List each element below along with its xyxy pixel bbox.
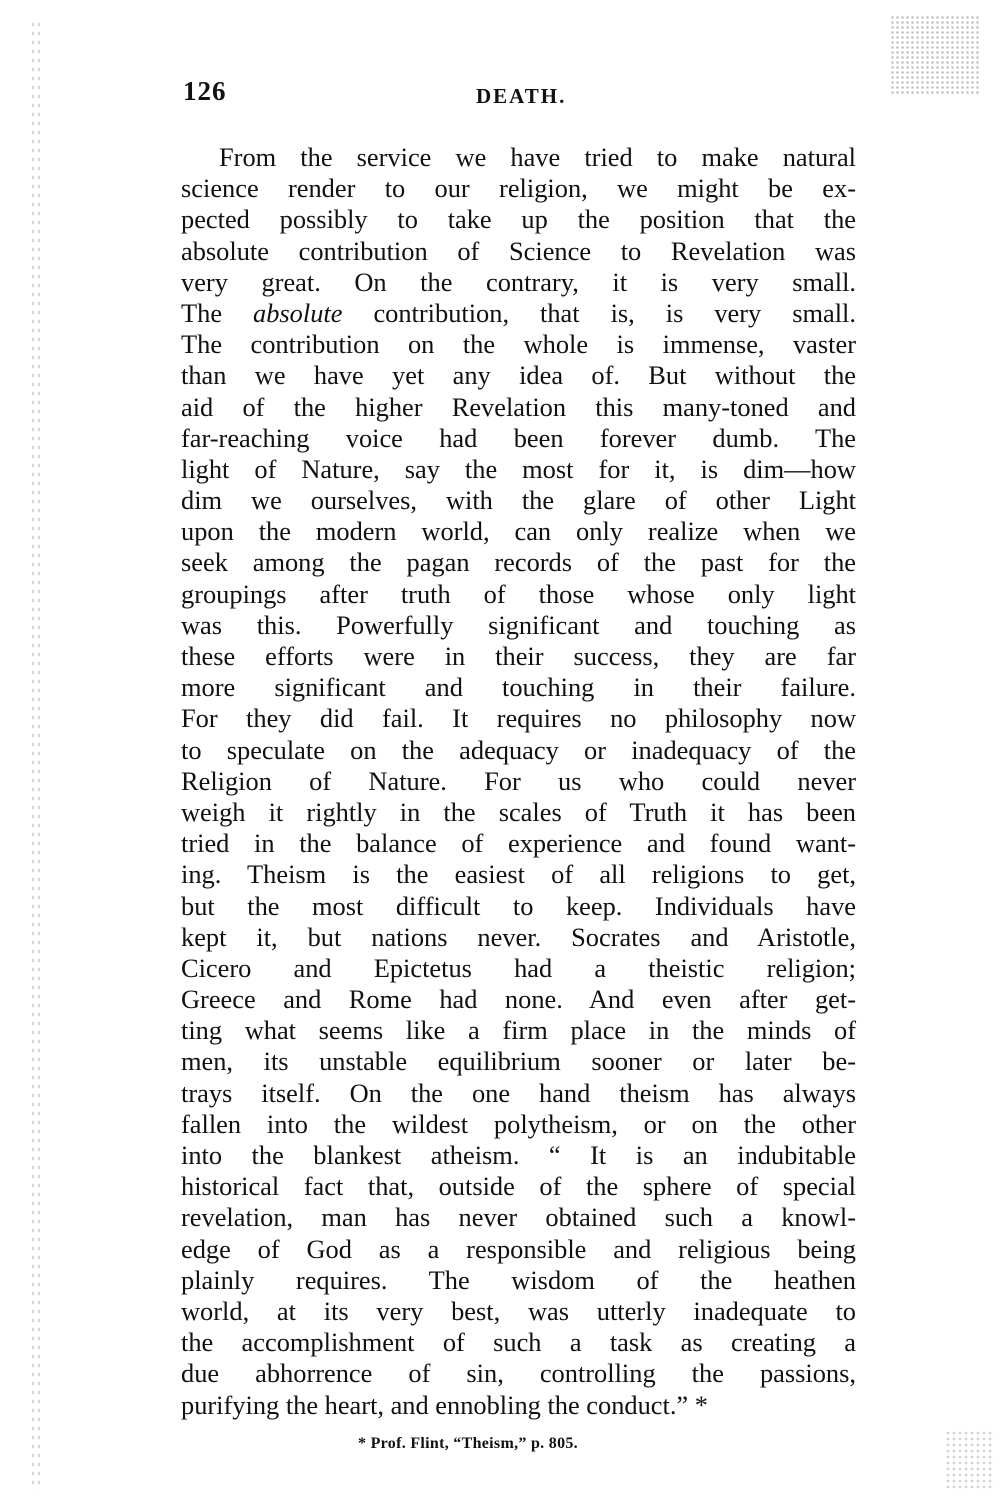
text-line-italic-mix bbox=[181, 298, 856, 329]
text-line: dim we ourselves, with the glare of other Light bbox=[181, 485, 856, 516]
text-line: historical fact that, outside of the sphere of special bbox=[181, 1171, 856, 1202]
text-line: to speculate on the adequacy or inadequacy of the bbox=[181, 734, 856, 765]
text-line: far-reaching voice had been forever dumb. The bbox=[181, 422, 856, 453]
text-line: into the blankest atheism. “ It is an indubitable bbox=[181, 1140, 856, 1170]
text-line: the accomplishment of such a task as creating a bbox=[181, 1327, 856, 1358]
text-line: aid of the higher Revelation this many-toned and bbox=[181, 391, 856, 422]
text-line: The contribution on the whole is immense, vaster bbox=[181, 329, 856, 360]
text-line: revelation, man has never obtained such a knowl- bbox=[181, 1202, 856, 1233]
text-line: was this. Powerfully significant and touching as bbox=[181, 609, 856, 640]
footnote: * Prof. Flint, “Theism,” p. 805. bbox=[358, 1435, 578, 1452]
text-line: upon the modern world, can only realize when we bbox=[181, 516, 856, 547]
text-line: tried in the balance of experience and found want- bbox=[181, 828, 856, 859]
text-line: Greece and Rome had none. And even after get- bbox=[181, 984, 856, 1015]
text-line: trays itself. On the one hand theism has always bbox=[181, 1077, 856, 1108]
text-line: From the service we have tried to make natural bbox=[219, 142, 856, 172]
text-line: kept it, but nations never. Socrates and Aristotle, bbox=[181, 921, 856, 952]
text-fragment: The bbox=[181, 297, 223, 328]
text-line: but the most difficult to keep. Individuals have bbox=[181, 890, 856, 921]
running-head: DEATH. bbox=[476, 84, 567, 108]
text-line: than we have yet any idea of. But without the bbox=[181, 360, 856, 391]
italic-word: absolute bbox=[253, 297, 343, 328]
text-line: edge of God as a responsible and religious being bbox=[181, 1233, 856, 1264]
text-fragment: contribution, that is, is very small. bbox=[373, 297, 856, 328]
text-line: absolute contribution of Science to Revelation was bbox=[181, 235, 856, 266]
text-line: Cicero and Epictetus had a theistic religion; bbox=[181, 952, 856, 983]
text-line: fallen into the wildest polytheism, or on the other bbox=[181, 1108, 856, 1139]
text-line: weigh it rightly in the scales of Truth it has been bbox=[181, 796, 856, 827]
page-edge-speckle bbox=[30, 20, 40, 1490]
text-line: For they did fail. It requires no philosophy now bbox=[181, 703, 856, 734]
text-line: world, at its very best, was utterly inadequate to bbox=[181, 1295, 856, 1326]
text-line: very great. On the contrary, it is very small. bbox=[181, 266, 856, 297]
text-line: these efforts were in their success, they are far bbox=[181, 641, 856, 671]
text-line: ing. Theism is the easiest of all religions to get, bbox=[181, 859, 856, 890]
text-line: Religion of Nature. For us who could never bbox=[181, 765, 856, 796]
page-corner-speckle bbox=[890, 15, 980, 95]
text-line: due abhorrence of sin, controlling the passions, bbox=[181, 1358, 856, 1389]
text-line: science render to our religion, we might be ex- bbox=[181, 173, 856, 204]
text-line: seek among the pagan records of the past for the bbox=[181, 547, 856, 578]
text-line: light of Nature, say the most for it, is dim—how bbox=[181, 453, 856, 484]
text-line: groupings after truth of those whose only light bbox=[181, 578, 856, 609]
text-line: ting what seems like a firm place in the minds of bbox=[181, 1015, 856, 1046]
text-line: plainly requires. The wisdom of the heathen bbox=[181, 1264, 856, 1295]
text-line: more significant and touching in their failure. bbox=[181, 672, 856, 703]
page-corner-speckle-bottom bbox=[945, 1430, 995, 1490]
text-line: men, its unstable equilibrium sooner or later be- bbox=[181, 1046, 856, 1077]
text-line: pected possibly to take up the position that the bbox=[181, 204, 856, 235]
page-number: 126 bbox=[183, 76, 227, 106]
text-line: purifying the heart, and ennobling the conduct.” * bbox=[181, 1389, 708, 1420]
body-paragraph bbox=[181, 142, 856, 1421]
